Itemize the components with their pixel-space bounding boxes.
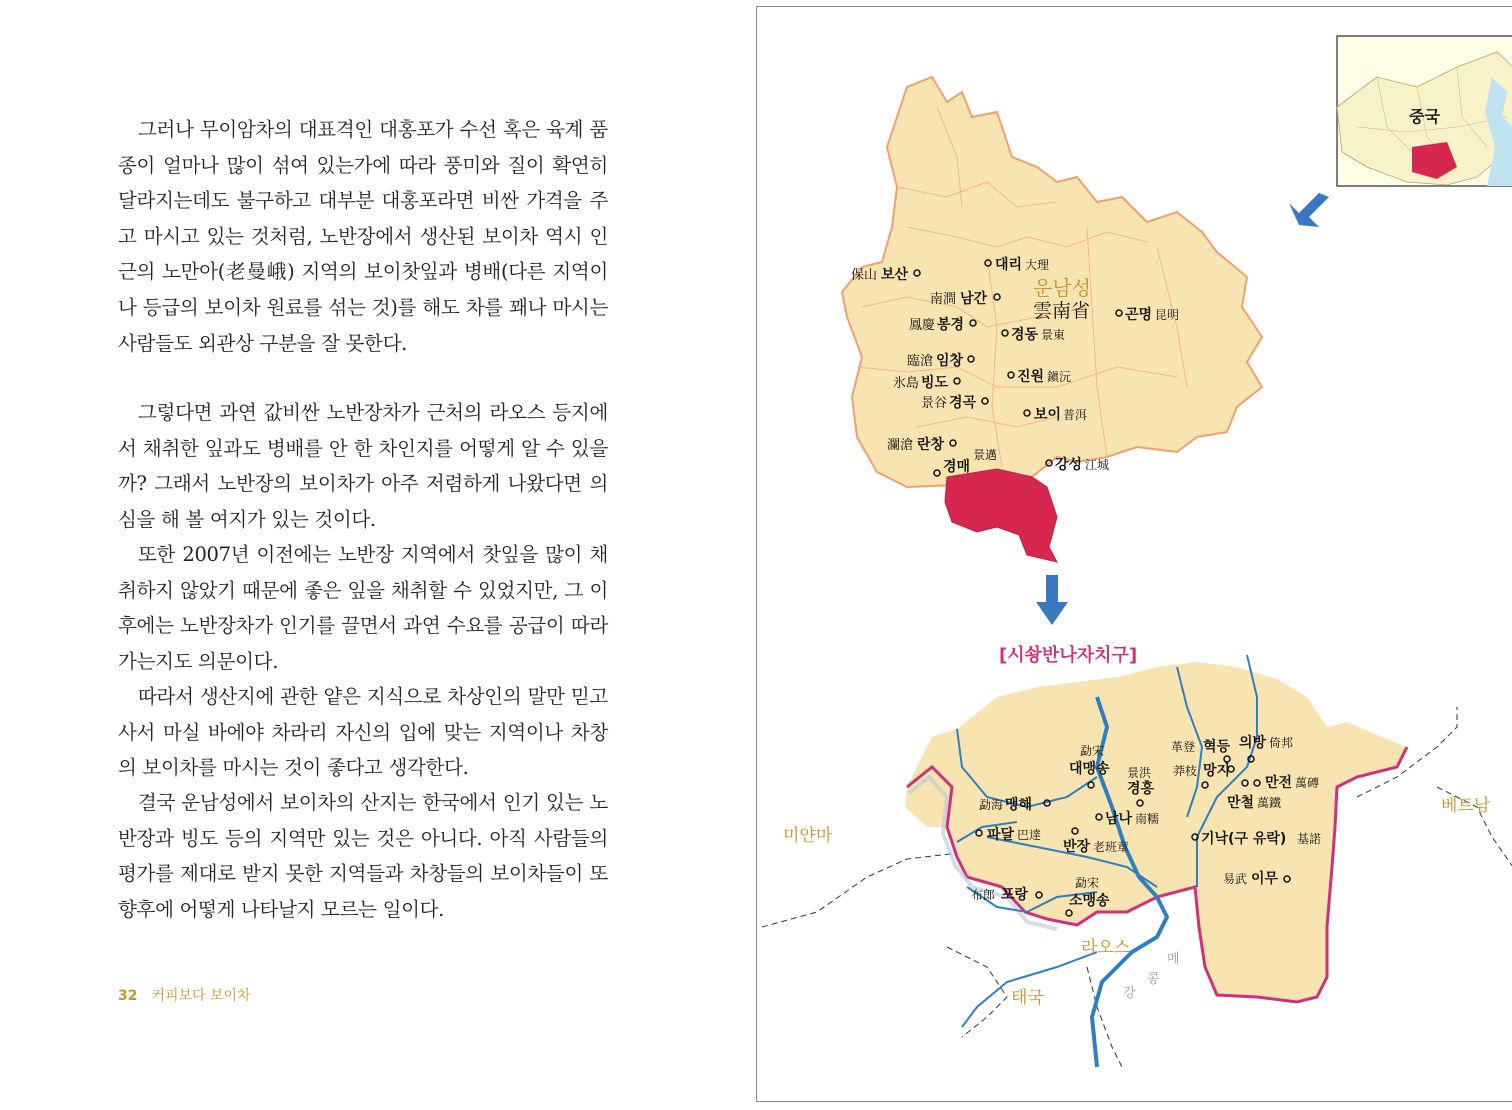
svg-text:경곡: 경곡 [949,395,977,411]
svg-text:氷島: 氷島 [893,376,920,391]
svg-text:勐宋: 勐宋 [1080,744,1105,758]
svg-text:대맹송: 대맹송 [1069,761,1110,777]
svg-text:鳳慶: 鳳慶 [909,318,936,333]
paragraph-1: 그러나 무이암차의 대표격인 대홍포가 수선 혹은 육계 품종이 얼마나 많이 섞여 있는가에 따라 풍미와 질이 확연히 달라지는데도 불구하고 대부분 대홍포라면 비싼 가격을 주고 마시고 있는 것처럼, 노반장에서 생산된 보이차 역시 인근의 노만아(老曼峨) 지역의 보이찻잎과 병배(다른 지역이나 등급의 보이차 원료를 섞는 것)를 해도 차를 꽤나 마시는 사람들도 외관상 구분을 잘 못한다. [118,118,608,355]
country-vietnam: 베트남 [1441,796,1491,816]
book-title: 커피보다 보이차 [151,988,251,1004]
svg-text:臨滄: 臨滄 [907,354,934,369]
place-jingdong [1002,326,1065,343]
xishuangbanna-shape [905,662,1407,1002]
china-inset-map [1337,36,1512,186]
map-panel [756,6,1512,1102]
svg-text:老班章: 老班章 [1093,840,1130,854]
place-kunming [1116,306,1179,323]
svg-text:임창: 임창 [936,353,964,369]
svg-text:이무: 이무 [1251,871,1279,887]
svg-text:布郎: 布郎 [971,888,996,902]
svg-text:南澗: 南澗 [930,292,957,307]
country-laos: 라오스 [1081,938,1131,958]
place-dali [985,256,1049,273]
blue-arrow-icon [1289,193,1329,227]
svg-text:진원: 진원 [1017,369,1045,385]
svg-text:만철: 만철 [1227,795,1255,811]
svg-text:保山: 保山 [851,268,878,283]
svg-text:혁등: 혁등 [1203,739,1231,755]
paragraph-5: 결국 운남성에서 보이차의 산지는 한국에서 인기 있는 노반장과 빙도 등의 지역만 있는 것은 아니다. 아직 사람들의 평가를 제대로 받지 못한 지역들과 차창들의 보이차들이 또 향후에 어떻게 나타날지 모르는 일이다. [118,791,608,921]
river-char-2: 콩 [1147,972,1160,987]
svg-text:巴達: 巴達 [1017,828,1042,842]
svg-text:맹해: 맹해 [1005,797,1033,813]
paragraph-3: 또한 2007년 이전에는 노반장 지역에서 찻잎을 많이 채취하지 않았기 때문에 좋은 잎을 채취할 수 있었지만, 그 이후에는 노반장차가 인기를 끌면서 과연 수요를 공급이 따라가는지도 의문이다. [118,543,608,673]
place-wantie [1227,794,1281,811]
svg-text:萬鐵: 萬鐵 [1257,796,1282,810]
svg-text:만전: 만전 [1265,775,1293,791]
svg-text:瀾滄: 瀾滄 [887,438,914,453]
svg-text:倚邦: 倚邦 [1269,736,1294,750]
svg-text:경동: 경동 [1011,327,1039,343]
svg-text:경홍: 경홍 [1127,781,1155,797]
country-myanmar: 미얀마 [783,826,833,846]
svg-text:昆明: 昆明 [1155,308,1180,322]
river-char-1: 메 [1167,952,1180,967]
country-thailand: 태국 [1011,988,1044,1008]
svg-text:곤명: 곤명 [1125,307,1153,323]
svg-text:기낙(구 유락): 기낙(구 유락) [1201,831,1287,847]
svg-text:포랑: 포랑 [1001,887,1029,903]
page-footer [118,985,251,1005]
svg-text:基諾: 基諾 [1297,832,1322,846]
svg-text:망지: 망지 [1203,763,1231,779]
paragraph-4: 따라서 생산지에 관한 얕은 지식으로 차상인의 말만 믿고 사서 마실 바에야 차라리 자신의 입에 맞는 지역이나 차창의 보이차를 마시는 것이 좋다고 생각한다. [118,685,608,780]
province-label-zh: 雲南省 [1033,300,1091,322]
svg-text:景東: 景東 [1041,328,1066,342]
place-nannuo [1096,810,1159,827]
province-label-ko: 운남성 [1033,276,1091,300]
svg-text:의방: 의방 [1239,735,1267,751]
svg-text:景洪: 景洪 [1127,766,1152,780]
left-page [0,0,750,1110]
svg-text:소맹송: 소맹송 [1069,893,1110,909]
svg-text:革登: 革登 [1171,740,1196,754]
xishuangbanna-highlight [945,469,1057,562]
svg-text:반장: 반장 [1063,839,1091,855]
svg-text:江城: 江城 [1085,458,1110,472]
place-zhenyuan [1008,368,1071,385]
svg-text:勐宋: 勐宋 [1075,876,1100,890]
svg-text:보이: 보이 [1034,407,1062,423]
river-char-3: 강 [1123,986,1136,1001]
svg-text:南糯: 南糯 [1135,812,1160,826]
svg-text:빙도: 빙도 [921,375,949,391]
svg-text:莽枝: 莽枝 [1173,764,1198,778]
place-jinuo [1192,830,1321,847]
svg-text:봉경: 봉경 [937,317,965,333]
svg-text:大理: 大理 [1025,258,1050,272]
inset-china-label: 중국 [1409,107,1440,126]
region-title: [시솽반나자치구] [999,645,1138,666]
svg-text:보산: 보산 [881,267,909,283]
svg-text:勐海: 勐海 [979,798,1004,812]
svg-text:란창: 란창 [917,437,945,453]
svg-text:남나: 남나 [1105,811,1133,827]
svg-text:파달: 파달 [987,827,1015,843]
svg-text:대리: 대리 [995,257,1023,273]
svg-text:강성: 강성 [1055,457,1083,473]
svg-text:景邁: 景邁 [973,448,998,462]
svg-text:남간: 남간 [960,291,988,307]
svg-text:경매: 경매 [943,459,971,475]
svg-text:鎭沅: 鎭沅 [1047,370,1072,384]
page-number: 32 [118,988,138,1004]
place-jiangcheng [1046,456,1109,473]
svg-text:易武: 易武 [1223,872,1248,886]
down-arrow-icon [1036,575,1068,625]
place-puer [1024,406,1087,423]
svg-text:萬磚: 萬磚 [1295,776,1320,790]
map-figure [757,7,1512,1103]
svg-text:普洱: 普洱 [1063,408,1088,422]
paragraph-2: 그렇다면 과연 값비싼 노반장차가 근처의 라오스 등지에서 채취한 잎과도 병배를 안 한 차인지를 어떻게 알 수 있을까? 그래서 노반장의 보이차가 아주 저렴하게 나왔다면 의심을 해 볼 여지가 있는 것이다. [118,401,608,531]
svg-text:景谷: 景谷 [921,396,948,411]
